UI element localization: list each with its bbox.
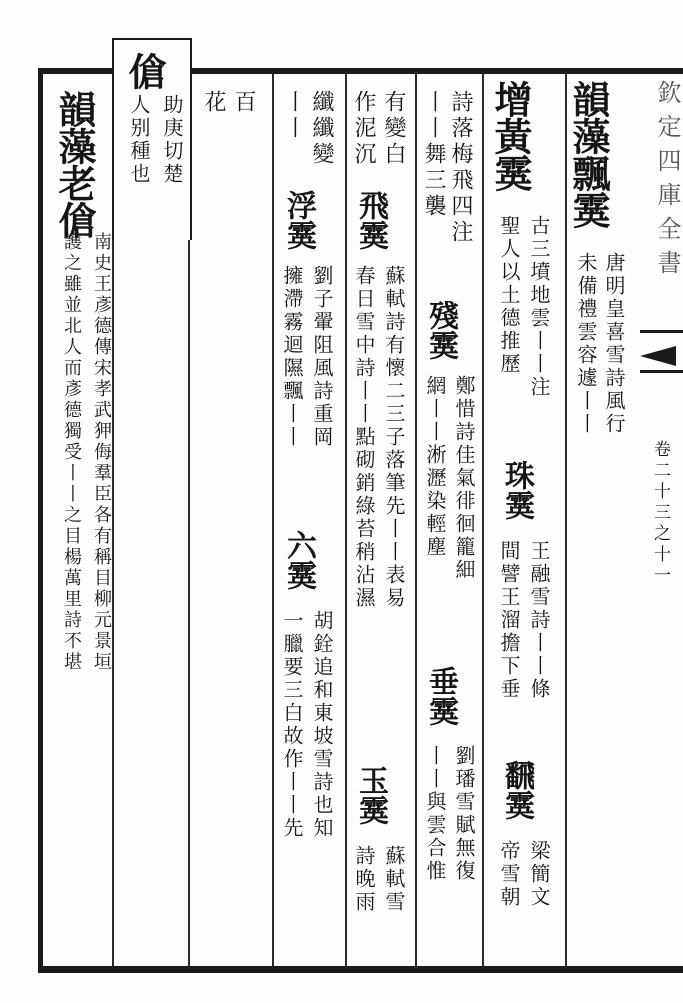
headword-entry: 增黃霙: [488, 80, 533, 191]
chapter-label: 卷二十三之十一: [650, 440, 670, 587]
entry-note: 胡銓追和東坡雪詩也知: [310, 610, 334, 840]
margin-title: 欽定四庫全書: [653, 80, 681, 284]
headword-entry: 六霙: [281, 530, 316, 590]
column-rule: [415, 74, 417, 966]
tab-note: 助庚切楚: [160, 94, 184, 186]
entry-note: 南史王彥德傳宋孝武狎侮羣臣各有稱目柳元景垣: [91, 232, 112, 673]
entry-note: 間譬王溜擔下垂: [497, 540, 521, 701]
entry-note: 丨丨與雲合惟: [423, 745, 447, 883]
entry-note: 鄭惜詩佳氣徘徊籠細: [452, 375, 476, 582]
column-rule: [482, 74, 484, 966]
header-char: 花: [201, 90, 226, 116]
column-rule: [345, 74, 347, 966]
headword-entry: 玉霙: [353, 765, 388, 825]
entry-note: 蘇軾詩有懷二三子落筆先丨丨表易: [382, 265, 406, 610]
text-column: 作泥沉: [351, 90, 376, 168]
entry-note: 蘇軾雪: [382, 845, 406, 914]
headword-entry: 殘霙: [423, 300, 458, 360]
entry-note: 古三墳地雲丨丨注: [527, 215, 551, 399]
text-column: 纖纖變: [309, 90, 334, 168]
entry-note: 護之雖並北人而彥德獨受丨丨之目楊萬里詩不堪: [61, 232, 82, 673]
page-frame-bottom: [38, 966, 683, 973]
fishtail-mark: [640, 346, 676, 366]
entry-note: 一臘要三白故作丨丨先: [280, 610, 304, 840]
entry-note: 帝雪朝: [497, 840, 521, 909]
header-char: 百: [231, 90, 256, 116]
headword-entry: 垂霙: [423, 666, 458, 726]
entry-note: 王融雪詩丨丨條: [527, 540, 551, 701]
headword-entry: 浮霙: [281, 190, 316, 250]
entry-note: 擁滯霧迴隰飄丨丨: [280, 265, 304, 449]
headword-entry: 珠霙: [499, 460, 534, 520]
entry-note: 網丨丨淅瀝染輕塵: [423, 375, 447, 559]
entry-note: 劉璠雪賦無復: [452, 745, 476, 883]
entry-note: 聖人以土德推歷: [497, 215, 521, 376]
text-column: 丨丨: [281, 90, 306, 142]
entry-note: 梁簡文: [527, 840, 551, 909]
text-column: 丨丨舞三襲: [421, 90, 446, 220]
headword-entry: 韻藻飄霙: [566, 80, 611, 228]
headword-entry: 飛霙: [353, 190, 388, 250]
tab-headword: 傖: [122, 52, 167, 89]
headword-entry: 韻藻老傖: [52, 90, 97, 238]
page-frame-left: [38, 68, 43, 973]
entry-note: 劉子翬阻風詩重岡: [310, 265, 334, 449]
fishtail-mark-top: [640, 330, 683, 333]
tab-note: 人别種也: [127, 94, 151, 186]
entry-note: 春日雪中詩丨丨點砌銷綠苔稍沾濕: [352, 265, 376, 610]
text-column: 有變白: [381, 90, 406, 168]
column-rule: [272, 74, 274, 966]
text-column: 詩落梅飛四注: [448, 90, 473, 246]
entry-note: 未備禮雲容遽丨丨: [574, 252, 598, 436]
entry-note: 唐明皇喜雪詩風行: [602, 252, 626, 436]
entry-note: 詩晚雨: [352, 845, 376, 914]
fishtail-mark-bottom: [640, 370, 683, 373]
headword-entry: 飜霙: [499, 760, 534, 820]
